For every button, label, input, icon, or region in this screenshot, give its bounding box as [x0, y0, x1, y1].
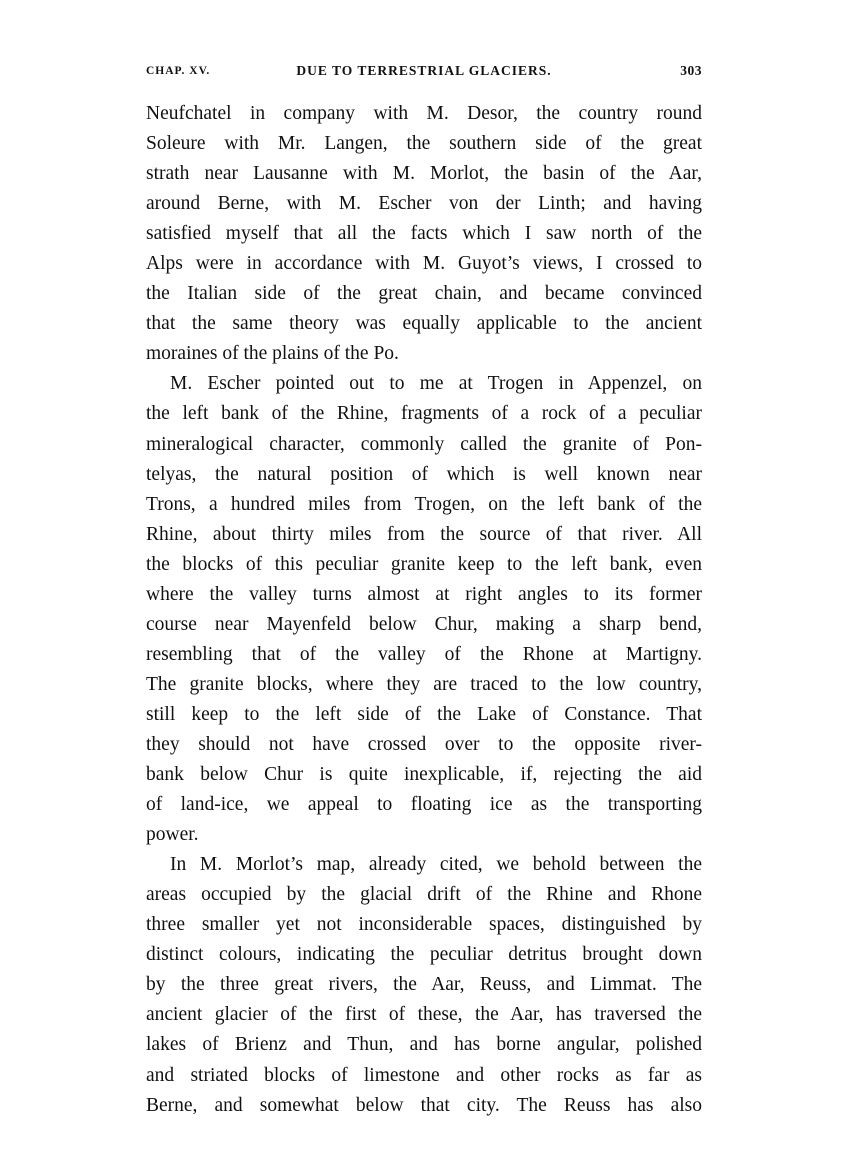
text-line: resembling that of the valley of the Rhone at Martigny.: [146, 643, 702, 665]
body-text: [146, 99, 702, 1121]
text-line: course near Mayenfeld below Chur, making a sharp bend,: [146, 613, 702, 635]
text-line: strath near Lausanne with M. Morlot, the basin of the Aar,: [146, 163, 702, 185]
text-line: the Italian side of the great chain, and became convinced: [146, 283, 702, 305]
text-line: moraines of the plains of the Po.: [146, 343, 399, 365]
text-line: telyas, the natural position of which is well known near: [146, 463, 702, 485]
text-line: areas occupied by the glacial drift of the Rhine and Rhone: [146, 884, 702, 906]
text-line: still keep to the left side of the Lake of Constance. That: [146, 703, 702, 725]
text-line: M. Escher pointed out to me at Trogen in Appenzel, on: [170, 373, 702, 395]
text-line: around Berne, with M. Escher von der Linth; and having: [146, 193, 702, 215]
paragraph: [146, 99, 702, 369]
text-line: Berne, and somewhat below that city. The Reuss has also: [146, 1094, 702, 1116]
chapter-label: CHAP. XV.: [146, 65, 211, 77]
text-line: that the same theory was equally applicable to the ancient: [146, 313, 702, 335]
text-line: three smaller yet not inconsiderable spaces, distinguished by: [146, 914, 702, 936]
text-line: mineralogical character, commonly called the granite of Pon-: [146, 433, 702, 455]
text-line: where the valley turns almost at right angles to its former: [146, 583, 702, 605]
text-line: Trons, a hundred miles from Trogen, on the left bank of the: [146, 493, 702, 515]
paragraph: [146, 850, 702, 1120]
text-line: of land-ice, we appeal to floating ice as the transporting: [146, 794, 702, 816]
text-line: ancient glacier of the first of these, the Aar, has traversed the: [146, 1004, 702, 1026]
text-line: Neufchatel in company with M. Desor, the country round: [146, 103, 702, 124]
text-line: power.: [146, 824, 199, 846]
text-line: the left bank of the Rhine, fragments of a rock of a peculiar: [146, 403, 702, 425]
text-line: Alps were in accordance with M. Guyot’s views, I crossed to: [146, 253, 702, 275]
book-page: [146, 58, 702, 1121]
text-line: satisfied myself that all the facts which I saw north of the: [146, 223, 702, 245]
text-line: by the three great rivers, the Aar, Reuss, and Limmat. The: [146, 974, 702, 996]
text-line: they should not have crossed over to the opposite river-: [146, 733, 702, 755]
text-line: In M. Morlot’s map, already cited, we behold between the: [170, 854, 702, 876]
page-number: 303: [680, 63, 702, 78]
text-line: distinct colours, indicating the peculiar detritus brought down: [146, 944, 702, 966]
paragraph: [146, 369, 702, 850]
text-line: and striated blocks of limestone and other rocks as far as: [146, 1064, 702, 1086]
text-line: Rhine, about thirty miles from the source of that river. All: [146, 523, 702, 545]
text-line: the blocks of this peculiar granite keep to the left bank, even: [146, 553, 702, 575]
running-header: [146, 58, 702, 84]
text-line: Soleure with Mr. Langen, the southern side of the great: [146, 133, 702, 155]
text-line: The granite blocks, where they are traced to the low country,: [146, 673, 702, 695]
running-title: DUE TO TERRESTRIAL GLACIERS.: [296, 63, 552, 78]
text-line: lakes of Brienz and Thun, and has borne angular, polished: [146, 1034, 702, 1056]
text-line: bank below Chur is quite inexplicable, if, rejecting the aid: [146, 764, 702, 786]
